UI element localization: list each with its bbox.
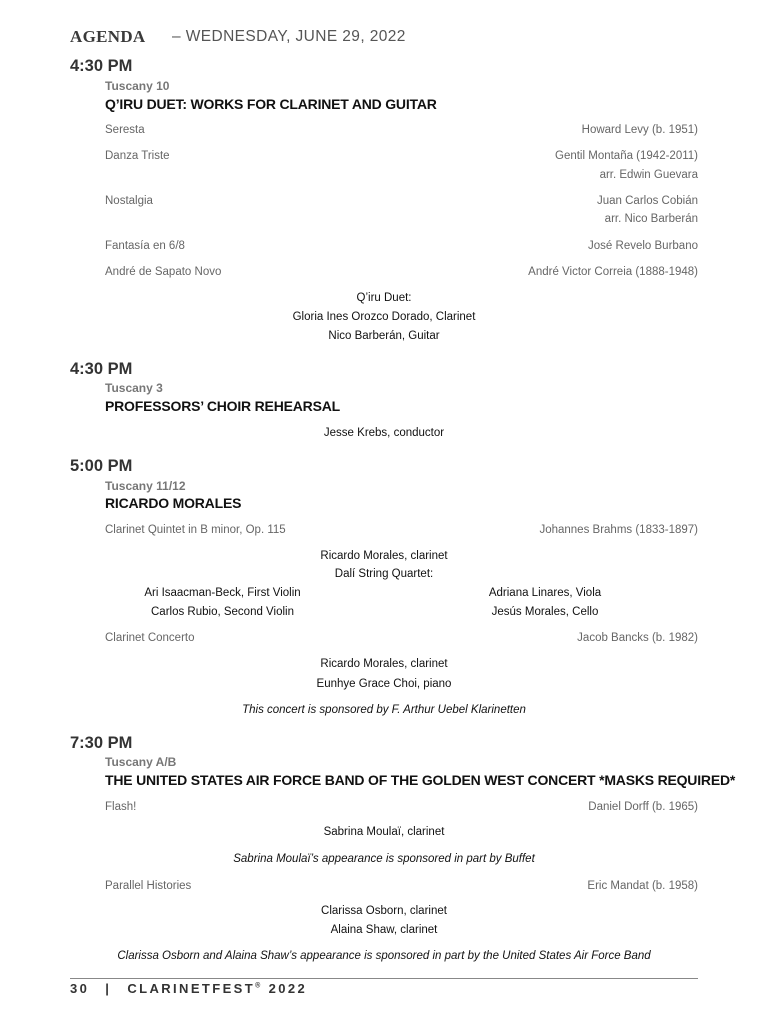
work-composer: André Victor Correia (1888-1948) <box>528 266 698 278</box>
work-composer: Daniel Dorff (b. 1965) <box>588 801 698 813</box>
session-time: 4:30 PM <box>70 360 133 378</box>
header-date: – WEDNESDAY, JUNE 29, 2022 <box>172 28 406 45</box>
session-title: THE UNITED STATES AIR FORCE BAND OF THE GOLDEN WEST CONCERT *MASKS REQUIRED* <box>105 772 736 788</box>
footer-divider <box>70 978 698 979</box>
work-title: Fantasía en 6/8 <box>105 240 185 252</box>
work-arranger: arr. Nico Barberán <box>604 213 698 225</box>
sponsor-note: This concert is sponsored by F. Arthur Uebel Klarinetten <box>242 704 526 716</box>
work-composer: Jacob Bancks (b. 1982) <box>577 632 698 644</box>
work-title: André de Sapato Novo <box>105 266 222 278</box>
session-time: 4:30 PM <box>70 57 133 75</box>
performer-line: Eunhye Grace Choi, piano <box>316 678 452 690</box>
quartet-member: Carlos Rubio, Second Violin <box>151 606 294 618</box>
work-title: Danza Triste <box>105 150 170 162</box>
session-time: 7:30 PM <box>70 734 133 752</box>
performer-line: Clarissa Osborn, clarinet <box>321 905 447 917</box>
work-composer: Juan Carlos Cobián <box>596 195 698 207</box>
page-footer <box>70 981 307 996</box>
work-title: Nostalgia <box>105 195 153 207</box>
performer-line: Q’iru Duet: <box>356 292 412 304</box>
registered-mark: ® <box>255 982 263 990</box>
performer-line: Dalí String Quartet: <box>334 568 434 580</box>
footer-brand: CLARINETFEST <box>127 981 256 996</box>
sponsor-note: Clarissa Osborn and Alaina Shaw’s appearance is sponsored in part by the United States Air Force Band <box>117 950 651 962</box>
performer-line: Ricardo Morales, clarinet <box>320 658 448 670</box>
session-title: PROFESSORS’ CHOIR REHEARSAL <box>105 398 340 414</box>
session-room: Tuscany 3 <box>105 381 163 395</box>
page-number: 30 <box>70 981 90 996</box>
work-composer: José Revelo Burbano <box>588 240 698 252</box>
work-title: Clarinet Concerto <box>105 632 195 644</box>
performer-line: Gloria Ines Orozco Dorado, Clarinet <box>292 311 476 323</box>
performer-line: Nico Barberán, Guitar <box>328 330 440 342</box>
session-title: RICARDO MORALES <box>105 495 242 511</box>
header-agenda: AGENDA <box>70 27 146 46</box>
work-title: Seresta <box>105 124 145 136</box>
performer-line: Ricardo Morales, clarinet <box>320 550 448 562</box>
work-arranger: arr. Edwin Guevara <box>599 169 698 181</box>
work-title: Parallel Histories <box>105 880 192 892</box>
work-title: Flash! <box>105 801 137 813</box>
performer-line: Jesse Krebs, conductor <box>323 427 445 439</box>
performer-line: Alaina Shaw, clarinet <box>330 924 438 936</box>
session-title: Q’IRU DUET: WORKS FOR CLARINET AND GUITAR <box>105 96 437 112</box>
sponsor-note: Sabrina Moulaï’s appearance is sponsored in part by Buffet <box>233 853 535 865</box>
quartet-member: Ari Isaacman-Beck, First Violin <box>144 587 301 599</box>
performer-line: Sabrina Moulaï, clarinet <box>323 826 445 838</box>
quartet-member: Jesús Morales, Cello <box>491 606 599 618</box>
session-room: Tuscany 11/12 <box>105 479 186 493</box>
session-time: 5:00 PM <box>70 457 133 475</box>
footer-year: 2022 <box>268 981 308 996</box>
work-composer: Howard Levy (b. 1951) <box>581 124 698 136</box>
session-room: Tuscany 10 <box>105 79 170 93</box>
work-composer: Gentil Montaña (1942-2011) <box>555 150 698 162</box>
work-title: Clarinet Quintet in B minor, Op. 115 <box>105 524 286 536</box>
footer-separator: | <box>105 981 112 996</box>
quartet-member: Adriana Linares, Viola <box>488 587 602 599</box>
session-room: Tuscany A/B <box>105 755 177 769</box>
work-composer: Eric Mandat (b. 1958) <box>587 880 698 892</box>
work-composer: Johannes Brahms (1833-1897) <box>539 524 698 536</box>
